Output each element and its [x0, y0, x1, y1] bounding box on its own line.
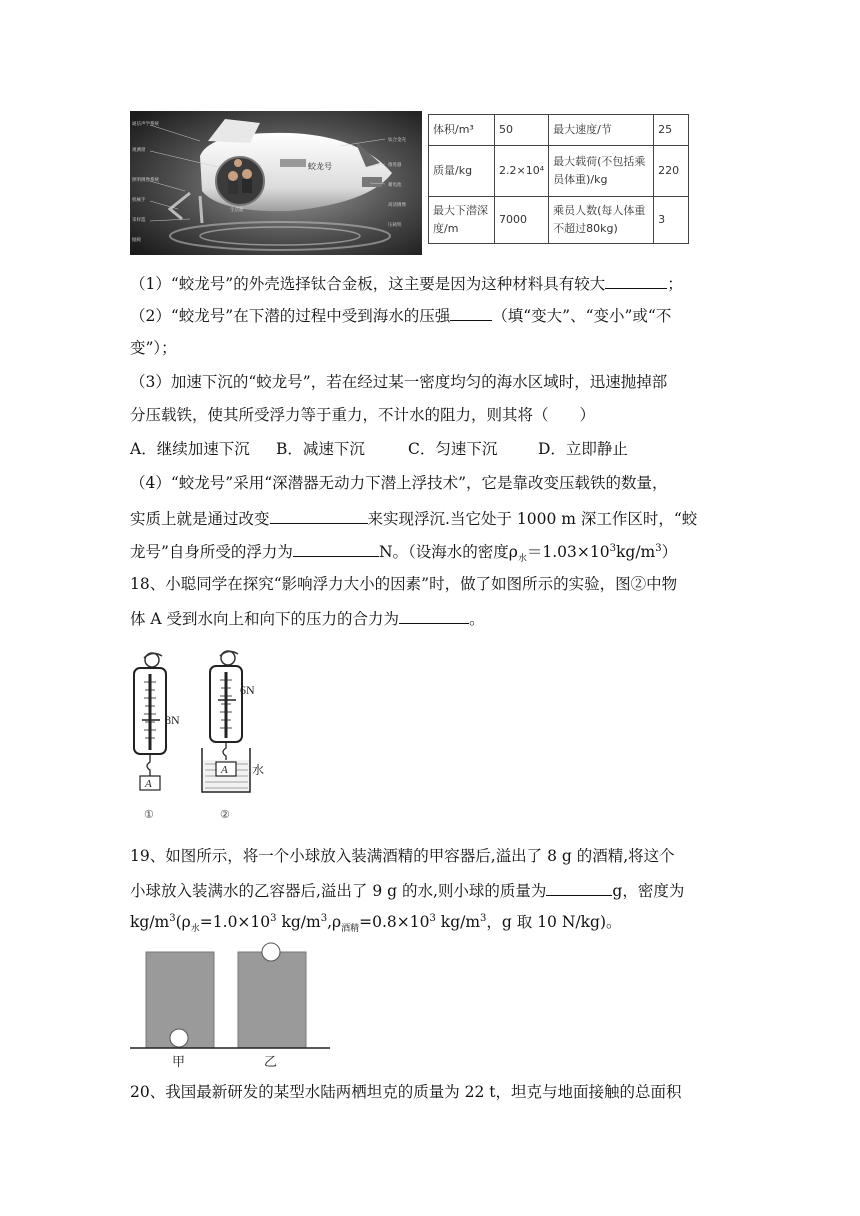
table-cell: 最大速度/节 — [549, 115, 654, 146]
label-jia: 甲 — [172, 1054, 186, 1069]
spring-scale-figure — [130, 648, 270, 826]
submarine-illustration — [130, 111, 422, 255]
table-cell: 乘员人数(每人体重不超过80kg) — [549, 197, 654, 244]
label-titanium: 钛合金壳 — [388, 138, 406, 143]
ball-sunk — [170, 1029, 188, 1047]
submarine-image — [130, 111, 422, 255]
spring-scale-2 — [202, 651, 264, 821]
label-camera: 照明摄像系统 — [132, 178, 159, 183]
q18-line1: 18、小聪同学在探究“影响浮力大小的因素”时，做了如图所示的实验，图②中物 — [130, 575, 678, 593]
q17-part2-cont: 变”）； — [130, 339, 177, 357]
reading-1: 8N — [165, 713, 180, 727]
table-cell: 2.2×10⁴ — [495, 146, 549, 197]
label-window: 观测窗 — [132, 148, 146, 153]
q17-part2: （2）“蛟龙号”在下潜的过程中受到海水的压强 （填“变大”、“变小”或“不 — [130, 304, 671, 326]
q17-options — [130, 439, 628, 459]
submarine-label: 蛟龙号 — [308, 162, 332, 171]
label-arm: 机械手 — [132, 198, 146, 203]
q17-part4-line2: 实质上就是通过改变 来实现浮沉.当它处于 1000 m 深工作区时，“蛟 — [130, 507, 697, 529]
label-hd: 高清摄像 — [388, 203, 406, 208]
q18-line2: 体 A 受到水向上和向下的压力的合力为 。 — [130, 607, 485, 629]
option-a: A．继续加速下沉 — [130, 440, 250, 458]
answer-blank — [399, 607, 469, 624]
table-row — [429, 115, 689, 146]
answer-blank — [270, 507, 368, 524]
table-row — [429, 197, 689, 244]
label-ballast: 压载铁 — [388, 223, 402, 228]
table-cell: 25 — [654, 115, 689, 146]
table-cell: 最大下潜深度/m — [429, 197, 495, 244]
option-d: D．立即静止 — [538, 440, 628, 458]
label-battery: 蓄电池 — [388, 183, 402, 188]
containers-svg — [130, 940, 330, 1074]
spring-scale-1 — [134, 653, 180, 821]
table-cell: 质量/kg — [429, 146, 495, 197]
q20-line1: 20、我国最新研发的某型水陆两栖坦克的质量为 22 t，坦克与地面接触的总面积 — [130, 1083, 682, 1101]
table-cell: 7000 — [495, 197, 549, 244]
label-thruster: 推进器 — [388, 163, 402, 168]
answer-blank — [605, 272, 667, 289]
block-a-2: A — [221, 764, 228, 776]
spec-table — [428, 114, 689, 244]
table-cell: 体积/m³ — [429, 115, 495, 146]
ball-floating — [262, 943, 280, 961]
figure-label-2: ② — [220, 809, 230, 821]
figure-label-1: ① — [144, 809, 154, 821]
option-c: C．匀速下沉 — [408, 440, 498, 458]
q19-line1: 19、如图所示，将一个小球放入装满酒精的甲容器后,溢出了 8 g 的酒精,将这个 — [130, 847, 675, 865]
q17-part3-line1: （3）加速下沉的“蛟龙号”，若在经过某一密度均匀的海水区域时，迅速抛掉部 — [130, 373, 668, 391]
label-cabin: 生活舱 — [230, 208, 244, 213]
table-cell: 3 — [654, 197, 689, 244]
answer-blank — [546, 879, 612, 896]
answer-blank — [450, 304, 492, 321]
label-drop: 抛载 — [132, 238, 141, 243]
block-a-1: A — [145, 778, 152, 790]
q19-line3: $kg/m^3(\rho_水=1.0\times 10^3$ $kg/m^3,\rho_{酒精}=0.8\times 10^3$ $kg/m^3$，g 取 10 N/kg)。 — [130, 912, 622, 935]
reading-2: 6N — [240, 683, 255, 697]
label-basket: 采样篮 — [132, 218, 146, 223]
spring-scale-svg — [130, 648, 270, 826]
answer-blank — [293, 540, 379, 557]
q17-part3-line2: 分压载铁，使其所受浮力等于重力，不计水的阻力，则其将（ ） — [130, 406, 596, 424]
label-yi: 乙 — [264, 1054, 278, 1069]
q17-part4-line1: （4）“蛟龙号”采用“深潜器无动力下潜上浮技术”，它是靠改变压载铁的数量， — [130, 474, 668, 492]
containers-figure — [130, 940, 330, 1074]
q17-part4-line3: 龙号”自身所受的浮力为 N。（设海水的密度$\rho_水=1.03\times 10^3kg/m^3$） — [130, 540, 677, 562]
table-cell: 220 — [654, 146, 689, 197]
q19-line2: 小球放入装满水的乙容器后,溢出了 9 g 的水,则小球的质量为 g，密度为 — [130, 879, 684, 901]
option-b: B．减速下沉 — [276, 440, 365, 458]
label-comm: 通信声学系统 — [132, 122, 159, 127]
water-label: 水 — [252, 763, 265, 777]
container-yi — [238, 952, 306, 1048]
table-row — [429, 146, 689, 197]
table-cell: 50 — [495, 115, 549, 146]
table-cell: 最大载荷(不包括乘员体重)/kg — [549, 146, 654, 197]
q17-part1: （1）“蛟龙号”的外壳选择钛合金板，这主要是因为这种材料具有较大 ； — [130, 272, 683, 294]
